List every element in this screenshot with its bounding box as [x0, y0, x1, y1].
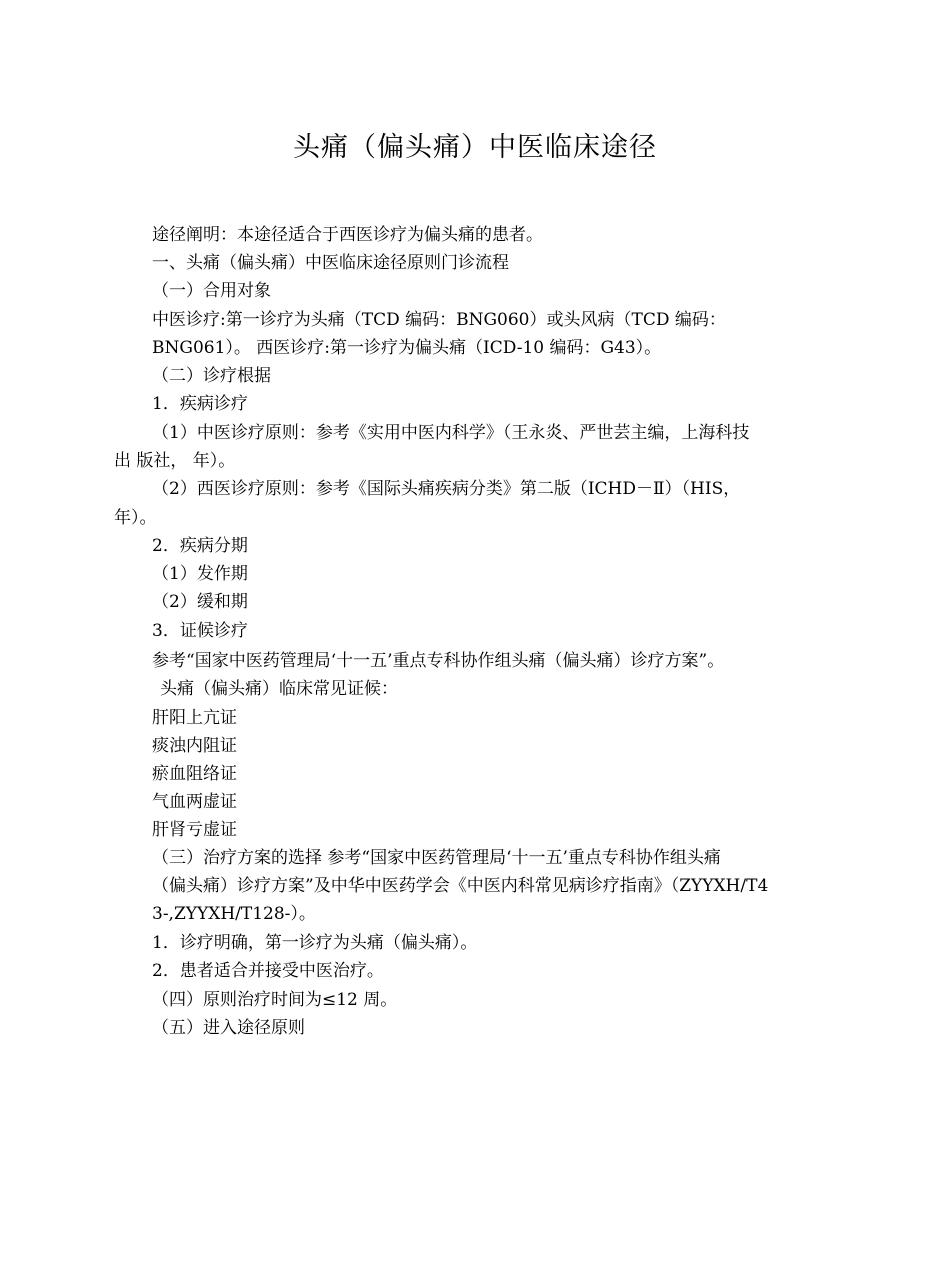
- text-line-applicable-subjects: （一）合用对象: [152, 281, 271, 301]
- document-title: 头痛（偏头痛）中医临床途径: [293, 132, 657, 163]
- text-line-entry-criteria: （五）进入途径原则: [152, 1018, 305, 1038]
- text-line-western-criteria: （2）西医诊疗原则：参考《国际头痛疾病分类》第二版（ICHD－Ⅱ）（HIS，: [152, 479, 741, 499]
- text-line-treatment-plan: （三）治疗方案的选择 参考“国家中医药管理局‘十一五’重点专科协作组头痛: [152, 848, 721, 868]
- text-line-treatment-plan-cont: （偏头痛）诊疗方案”及中华中医药学会《中医内科常见病诊疗指南》（ZYYXH/T4: [152, 876, 769, 896]
- text-line-section-1-heading: 一、头痛（偏头痛）中医临床途径原则门诊流程: [152, 253, 509, 273]
- text-line-syndrome-diagnosis: 3．证候诊疗: [152, 621, 248, 641]
- text-line-western-diagnosis: BNG061）。 西医诊疗:第一诊疗为偏头痛（ICD-10 编码：G43）。: [152, 338, 662, 358]
- text-line-treatment-plan-cont-2: 3-,ZYYXH/T128-）。: [152, 904, 316, 924]
- text-line-remission-stage: （2）缓和期: [152, 592, 248, 612]
- text-line-treatment-duration: （四）原则治疗时间为≤12 周。: [152, 990, 398, 1010]
- text-line-western-criteria-cont: 年）。: [114, 508, 157, 528]
- text-line-syndrome-2: 痰浊内阻证: [152, 736, 237, 756]
- text-line-syndrome-1: 肝阳上亢证: [152, 708, 237, 728]
- text-line-patient-accepts: 2．患者适合并接受中医治疗。: [152, 961, 384, 981]
- text-line-tcm-diagnosis: 中医诊疗:第一诊疗为头痛（TCD 编码：BNG060）或头风病（TCD 编码：: [152, 310, 726, 330]
- text-line-common-syndromes: 头痛（偏头痛）临床常见证候：: [160, 679, 398, 699]
- text-line-tcm-criteria-cont: 出 版社， 年）。: [114, 451, 236, 471]
- text-line-reference-plan: 参考“国家中医药管理局‘十一五’重点专科协作组头痛（偏头痛）诊疗方案”。: [152, 651, 725, 671]
- text-line-syndrome-5: 肝肾亏虚证: [152, 820, 237, 840]
- text-line-syndrome-3: 瘀血阻络证: [152, 764, 237, 784]
- text-line-disease-diagnosis: 1．疾病诊疗: [152, 394, 248, 414]
- text-line-attack-stage: （1）发作期: [152, 564, 248, 584]
- text-line-pathway-description: 途径阐明：本途径适合于西医诊疗为偏头痛的患者。: [152, 225, 543, 245]
- text-line-diagnosis-clear: 1．诊疗明确，第一诊疗为头痛（偏头痛）。: [152, 933, 478, 953]
- text-line-disease-staging: 2．疾病分期: [152, 536, 248, 556]
- text-line-syndrome-4: 气血两虚证: [152, 792, 237, 812]
- text-line-tcm-criteria: （1）中医诊疗原则：参考《实用中医内科学》（王永炎、严世芸主编，上海科技: [152, 423, 750, 443]
- text-line-diagnostic-basis: （二）诊疗根据: [152, 366, 271, 386]
